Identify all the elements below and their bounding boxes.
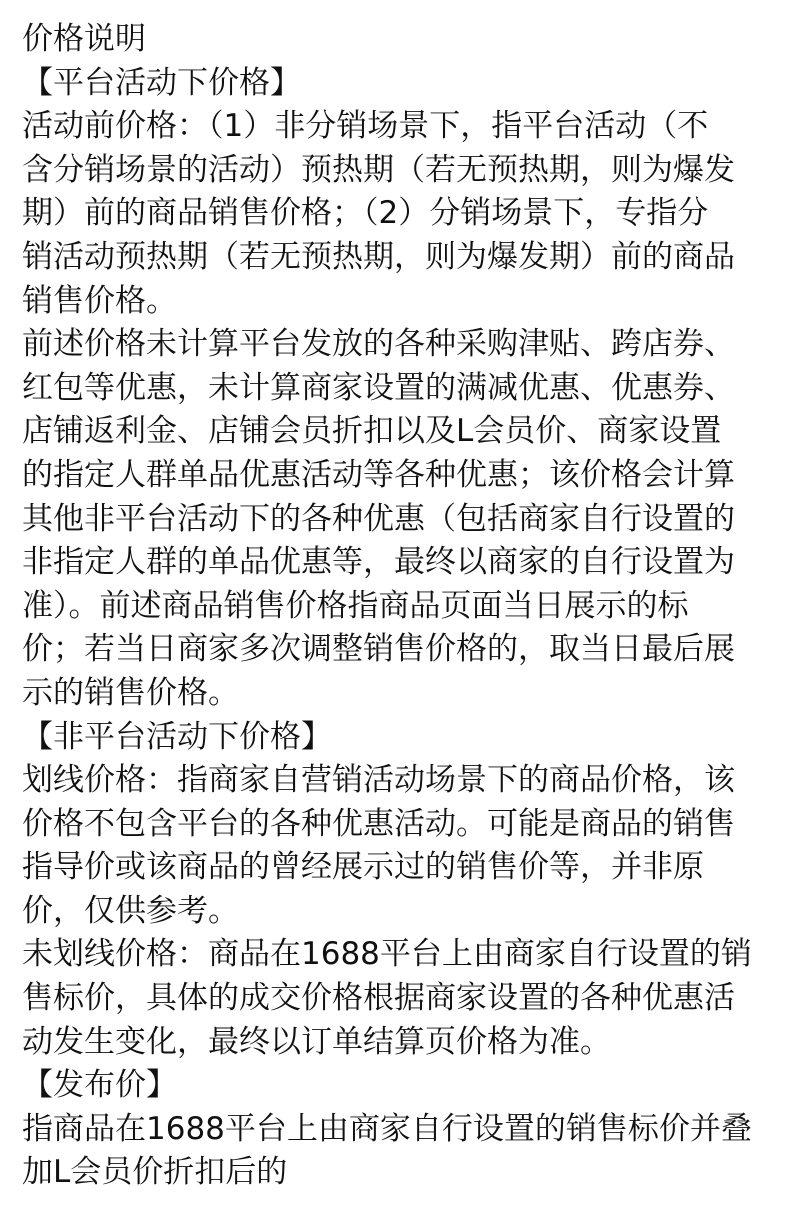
text-line: 示的销售价格。 [22,674,239,711]
text-line: 其他非平台活动下的各种优惠（包括商家自行设置的 [22,500,735,537]
section-heading-published-price: 【发布价】 [22,1067,177,1104]
text-line: 价格不包含平台的各种优惠活动。可能是商品的销售 [22,805,735,842]
text-line: 非指定人群的单品优惠等，最终以商家的自行设置为 [22,544,735,581]
text-line: 指商品在1688平台上由商家自行设置的销售标价并叠 [22,1110,752,1147]
text-line: 期）前的商品销售价格；（2）分销场景下，专指分 [22,195,709,232]
text-line: 指导价或该商品的曾经展示过的销售价等，并非原 [22,849,704,886]
text-line: 划线价格：指商家自营销活动场景下的商品价格，该 [22,762,735,799]
text-line: 加L会员价折扣后的 [22,1154,288,1191]
text-line: 价；若当日商家多次调整销售价格的，取当日最后展 [22,631,735,668]
section-heading-non-platform-activity: 【非平台活动下价格】 [22,718,332,755]
document-title: 价格说明 [22,21,146,57]
text-line: 的指定人群单品优惠活动等各种优惠；该价格会计算 [22,456,735,493]
text-line: 价，仅供参考。 [22,892,239,929]
text-line: 准）。前述商品销售价格指商品页面当日展示的标 [22,587,689,624]
text-line: 含分销场景的活动）预热期（若无预热期，则为爆发 [22,151,735,188]
text-line: 动发生变化，最终以订单结算页价格为准。 [22,1023,611,1060]
text-line: 销售价格。 [22,282,177,319]
text-line: 销活动预热期（若无预热期，则为爆发期）前的商品 [22,238,735,275]
text-line: 店铺返利金、店铺会员折扣以及L会员价、商家设置 [22,413,722,450]
text-line: 活动前价格：（1）非分销场景下，指平台活动（不 [22,108,709,145]
text-line: 前述价格未计算平台发放的各种采购津贴、跨店券、 [22,326,735,363]
text-line: 售标价，具体的成交价格根据商家设置的各种优惠活 [22,980,735,1017]
text-line: 红包等优惠，未计算商家设置的满减优惠、优惠券、 [22,369,735,406]
text-line: 未划线价格：商品在1688平台上由商家自行设置的销 [22,936,752,973]
section-heading-platform-activity: 【平台活动下价格】 [22,64,301,101]
